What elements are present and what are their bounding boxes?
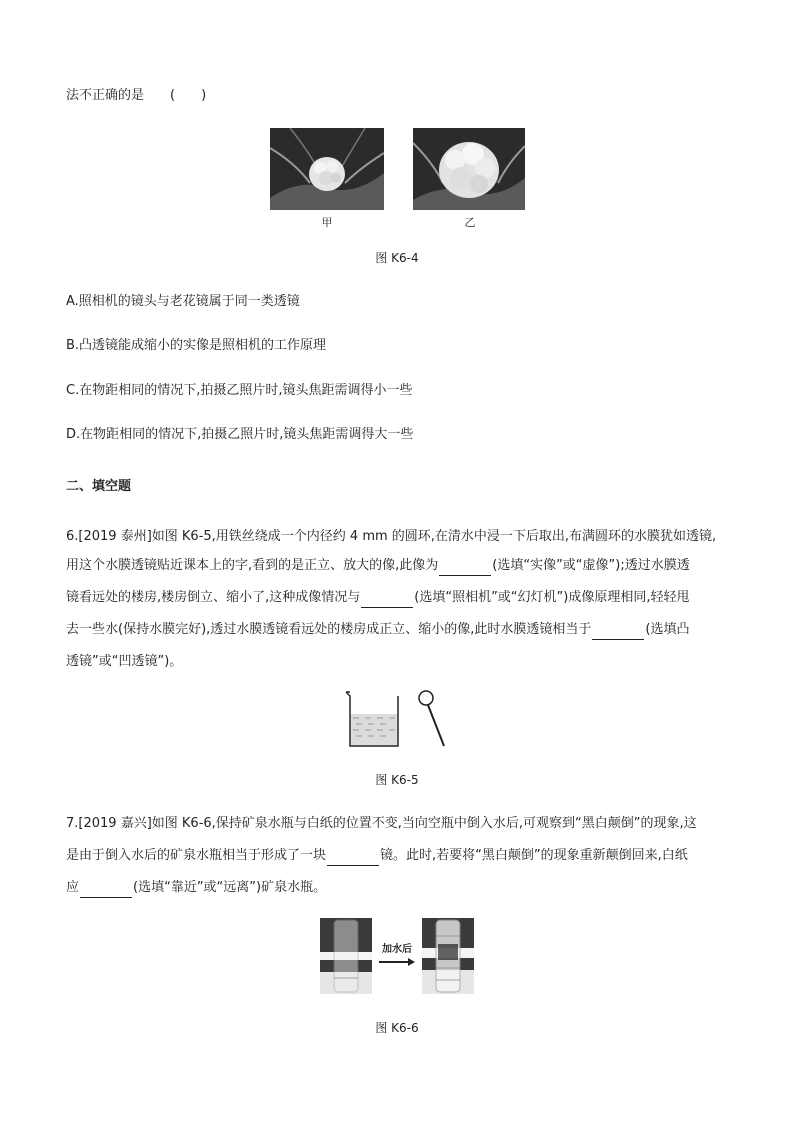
q6-line-2: 用这个水膜透镜贴近课本上的字,看到的是正立、放大的像,此像为 (选填“实像”或“虚像”);透过水膜透 — [66, 556, 690, 576]
figure-caption-k6-6: 图 K6-6 — [375, 1021, 419, 1035]
q7-line-2: 是由于倒入水后的矿泉水瓶相当于形成了一块 镜。此时,若要将“黑白颠倒”的现象重新颠倒回来,白纸 — [66, 846, 688, 866]
figure-caption-k6-4: 图 K6-4 — [375, 251, 419, 265]
cauliflower-photo-small — [270, 128, 384, 210]
question-stem-tail: 法不正确的是 ( ) — [66, 88, 207, 103]
answer-blank — [327, 851, 379, 866]
figure-label-jia: 甲 — [321, 216, 333, 229]
q6-line-3: 镜看远处的楼房,楼房倒立、缩小了,这种成像情况与 (选填“照相机”或“幻灯机”)成像原理相同,轻轻甩 — [66, 588, 689, 608]
q7-line-3: 应 (选填“靠近”或“远离”)矿泉水瓶。 — [66, 878, 326, 898]
answer-blank — [80, 883, 132, 898]
option-d: D.在物距相同的情况下,拍摄乙照片时,镜头焦距需调得大一些 — [66, 427, 414, 442]
beaker-and-wire-loop-diagram — [338, 686, 458, 750]
figure-label-yi: 乙 — [464, 216, 476, 229]
q6-line-4: 去一些水(保持水膜完好),透过水膜透镜看远处的楼房成正立、缩小的像,此时水膜透镜相当于 (选填凸 — [66, 620, 690, 640]
answer-blank — [361, 593, 413, 608]
figure-caption-k6-5: 图 K6-5 — [375, 773, 419, 787]
option-c: C.在物距相同的情况下,拍摄乙照片时,镜头焦距需调得小一些 — [66, 383, 413, 398]
option-a: A.照相机的镜头与老花镜属于同一类透镜 — [66, 294, 300, 309]
filled-bottle-photo — [422, 918, 474, 994]
empty-bottle-photo — [320, 918, 372, 994]
section-heading: 二、填空题 — [66, 479, 132, 494]
q6-line-1: 6.[2019 泰州]如图 K6-5,用铁丝绕成一个内径约 4 mm 的圆环,在清水中浸一下后取出,布满圆环的水膜犹如透镜, — [66, 529, 717, 544]
cauliflower-photo-large — [413, 128, 525, 210]
q6-line-5: 透镜”或“凹透镜”)。 — [66, 654, 183, 669]
right-arrow-icon — [378, 957, 416, 967]
option-b: B.凸透镜能成缩小的实像是照相机的工作原理 — [66, 338, 327, 353]
answer-blank — [592, 625, 644, 640]
answer-blank — [439, 561, 491, 576]
arrow-after-water: 加水后 — [378, 944, 416, 968]
q7-line-1: 7.[2019 嘉兴]如图 K6-6,保持矿泉水瓶与白纸的位置不变,当向空瓶中倒入水后,可观察到“黑白颠倒”的现象,这 — [66, 816, 697, 831]
